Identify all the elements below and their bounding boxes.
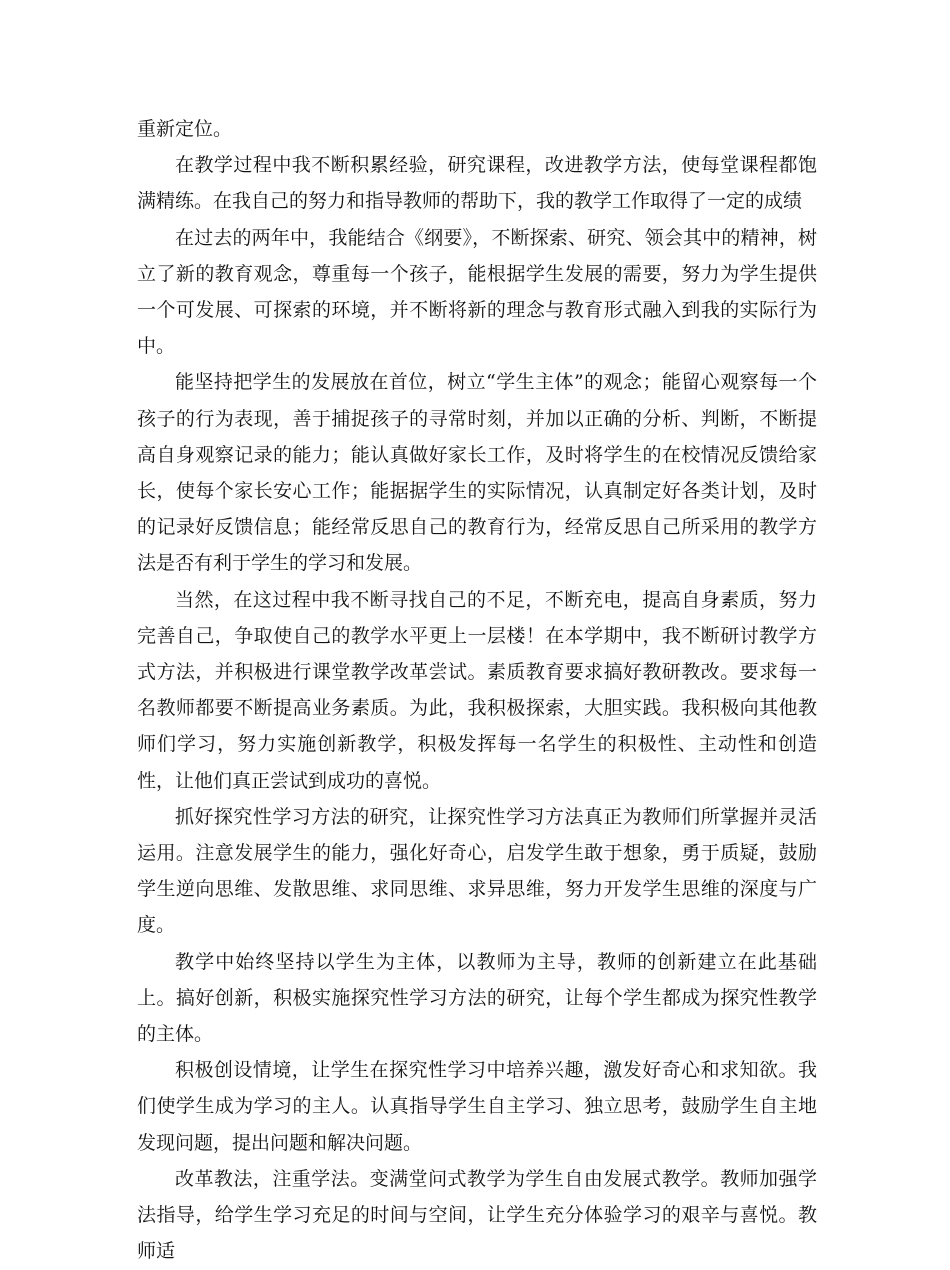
paragraph: 教学中始终坚持以学生为主体，以教师为主导，教师的创新建立在此基础上。搞好创新，积极实施探究性学习方法的研究，让每个学生都成为探究性教学的主体。 <box>137 950 817 1046</box>
paragraph: 在过去的两年中，我能结合《纲要》，不断探索、研究、领会其中的精神，树立了新的教育观念，尊重每一个孩子，能根据学生发展的需要，努力为学生提供一个可发展、可探索的环境，并不断将新的理念与教育形式融入到我的实际行为中。 <box>137 226 817 358</box>
paragraph: 能坚持把学生的发展放在首位，树立“学生主体”的观念；能留心观察每一个孩子的行为表现，善于捕捉孩子的寻常时刻，并加以正确的分析、判断，不断提高自身观察记录的能力；能认真做好家长工作，及时将学生的在校情况反馈给家长，使每个家长安心工作；能据据学生的实际情况，认真制定好各类计划，及时的记录好反馈信息；能经常反思自己的教育行为，经常反思自己所采用的教学方法是否有利于学生的学习和发展。 <box>137 371 817 575</box>
document-body <box>137 111 817 1270</box>
paragraph: 在教学过程中我不断积累经验，研究课程，改进教学方法，使每堂课程都饱满精练。在我自己的努力和指导教师的帮助下，我的教学工作取得了一定的成绩 <box>137 154 817 213</box>
paragraph: 积极创设情境，让学生在探究性学习中培养兴趣，激发好奇心和求知欲。我们使学生成为学习的主人。认真指导学生自主学习、独立思考，鼓励学生自主地发现问题，提出问题和解决问题。 <box>137 1059 817 1154</box>
paragraph: 抓好探究性学习方法的研究，让探究性学习方法真正为教师们所掌握并灵活运用。注意发展学生的能力，强化好奇心，启发学生敢于想象，勇于质疑，鼓励学生逆向思维、发散思维、求同思维、求异思维，努力开发学生思维的深度与广度。 <box>137 805 817 937</box>
paragraph: 当然，在这过程中我不断寻找自己的不足，不断充电，提高自身素质，努力完善自己，争取使自己的教学水平更上一层楼！在本学期中，我不断研讨教学方式方法，并积极进行课堂教学改革尝试。素质教育要求搞好教研教改。要求每一名教师都要不断提高业务素质。为此，我积极探索，大胆实践。我积极向其他教师们学习，努力实施创新教学，积极发挥每一名学生的积极性、主动性和创造性，让他们真正尝试到成功的喜悦。 <box>137 588 817 792</box>
paragraph-continuation: 重新定位。 <box>137 118 233 140</box>
paragraph: 改革教法，注重学法。变满堂问式教学为学生自由发展式教学。教师加强学法指导，给学生学习充足的时间与空间，让学生充分体验学习的艰辛与喜悦。教师适 <box>137 1167 817 1263</box>
